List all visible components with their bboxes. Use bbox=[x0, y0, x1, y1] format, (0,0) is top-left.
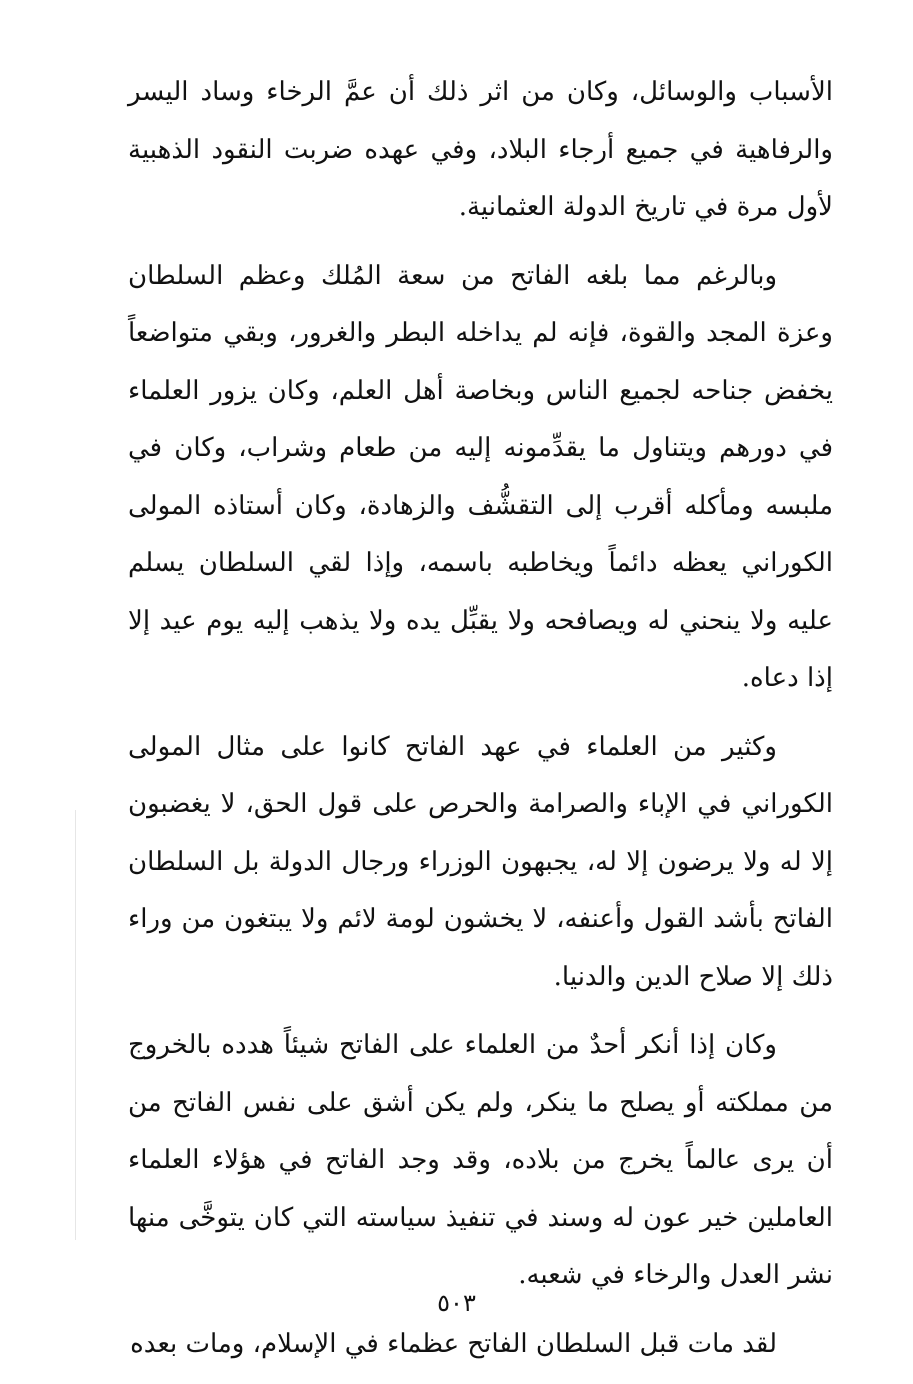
paragraph-3: وكثير من العلماء في عهد الفاتح كانوا على مثال المولى الكوراني في الإباء والصرامة والحرص على قول الحق، لا يغضبون إلا له ولا يرضون إلا له، يجبهون الوزراء ورجال الدولة بل السلطان الفاتح بأشد القول وأعنفه، لا يخشون لومة لائم ولا يبتغون من وراء ذلك إلا صلاح الدين والدنيا. bbox=[128, 731, 833, 992]
paragraph-4: وكان إذا أنكر أحدٌ من العلماء على الفاتح شيئاً هدده بالخروج من مملكته أو يصلح ما ينكر، ولم يكن أشق على نفس الفاتح من أن يرى عالماً يخرج من بلاده، وقد وجد الفاتح في هؤلاء العلماء العاملين خير عون له وسند في تنفيذ سياسته التي كان يتوخَّى منها نشر العدل والرخاء في شعبه. bbox=[128, 1030, 833, 1290]
paragraph-1: الأسباب والوسائل، وكان من اثر ذلك أن عمَّ الرخاء وساد اليسر والرفاهية في جميع أرجاء البلاد، وفي عهده ضربت النقود الذهبية لأول مرة في تاريخ الدولة العثمانية. bbox=[128, 77, 833, 222]
body-text bbox=[128, 64, 833, 1384]
paragraph-5: لقد مات قبل السلطان الفاتح عظماء في الإسلام، ومات بعده bbox=[130, 1328, 777, 1359]
page-margin-line bbox=[75, 810, 76, 1240]
page-number: ٥٠٣ bbox=[437, 1289, 476, 1317]
paragraph-2: وبالرغم مما بلغه الفاتح من سعة المُلك وعظم السلطان وعزة المجد والقوة، فإنه لم يداخله البطر والغرور، وبقي متواضعاً يخفض جناحه لجميع الناس وبخاصة أهل العلم، وكان يزور العلماء في دورهم ويتناول ما يقدِّمونه إليه من طعام وشراب، وكان في ملبسه ومأكله أقرب إلى التقشُّف والزهادة، وكان أستاذه المولى الكوراني يعظه دائماً ويخاطبه باسمه، وإذا لقي السلطان يسلم عليه ولا ينحني له ويصافحه ولا يقبِّل يده ولا يذهب إليه يوم عيد إلا إذا دعاه. bbox=[128, 260, 833, 693]
